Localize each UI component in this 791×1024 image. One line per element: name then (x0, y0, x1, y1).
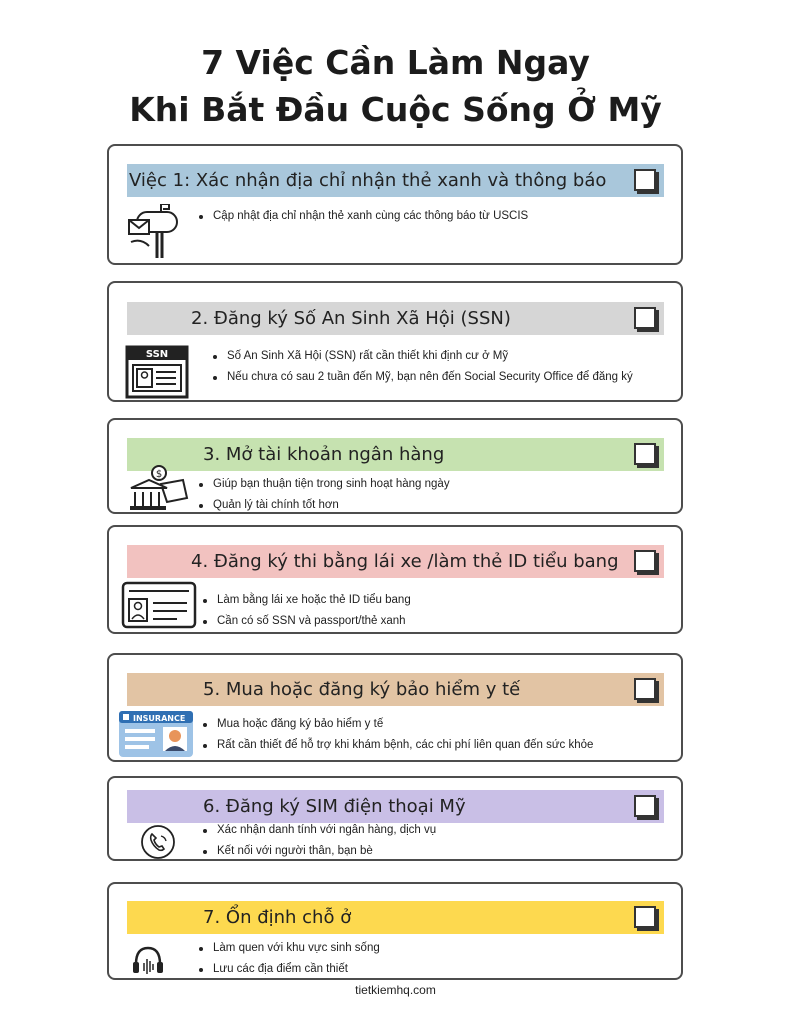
step-heading-7: 7. Ổn định chỗ ở (203, 907, 352, 928)
step-heading-4: 4. Đăng ký thi bằng lái xe /làm thẻ ID tiểu bang (191, 551, 619, 572)
footer-website[interactable]: tietkiemhq.com (355, 983, 436, 997)
step-heading-3: 3. Mở tài khoản ngân hàng (203, 444, 445, 465)
bullet-list-2 (211, 346, 633, 388)
list-item: Làm quen với khu vực sinh sống (197, 938, 380, 959)
list-item: Cập nhật địa chỉ nhận thẻ xanh cùng các thông báo từ USCIS (197, 206, 528, 227)
step-heading-band-5 (127, 673, 664, 706)
checkbox-2[interactable] (634, 307, 656, 329)
step-heading-band-2 (127, 302, 664, 335)
list-item: Mua hoặc đăng ký bảo hiểm y tế (201, 714, 593, 735)
step-card-3 (107, 418, 683, 514)
step-heading-band-3 (127, 438, 664, 471)
bank-icon (127, 464, 189, 512)
checkbox-1[interactable] (634, 169, 656, 191)
step-heading-band-4 (127, 545, 664, 578)
list-item: Làm bằng lái xe hoặc thẻ ID tiểu bang (201, 590, 411, 611)
bullet-list-4 (201, 590, 411, 632)
step-card-1 (107, 144, 683, 265)
list-item: Giúp bạn thuận tiện trong sinh hoạt hàng ngày (197, 474, 450, 495)
svg-text:$: $ (155, 469, 163, 480)
step-card-5 (107, 653, 683, 762)
step-card-2 (107, 281, 683, 402)
checkbox-6[interactable] (634, 795, 656, 817)
insurance-card-label: INSURANCE (133, 714, 186, 723)
list-item: Kết nối với người thân, bạn bè (201, 841, 436, 862)
bullet-list-6 (201, 820, 436, 862)
bullet-list-1 (197, 206, 528, 227)
list-item: Số An Sinh Xã Hội (SSN) rất cần thiết khi định cư ở Mỹ (211, 346, 633, 367)
checkbox-4[interactable] (634, 550, 656, 572)
list-item: Cần có số SSN và passport/thẻ xanh (201, 611, 411, 632)
insurance-card-icon (119, 711, 193, 757)
list-item: Xác nhận danh tính với ngân hàng, dịch vụ (201, 820, 436, 841)
headphones-icon (131, 944, 165, 976)
step-heading-band-6 (127, 790, 664, 823)
list-item: Quản lý tài chính tốt hơn (197, 495, 450, 516)
step-heading-band-7 (127, 901, 664, 934)
mailbox-icon (127, 204, 185, 260)
step-heading-band-1 (127, 164, 664, 197)
checkbox-3[interactable] (634, 443, 656, 465)
list-item: Lưu các địa điểm cần thiết (197, 959, 380, 980)
step-heading-1: Việc 1: Xác nhận địa chỉ nhận thẻ xanh và thông báo (129, 170, 607, 191)
bullet-list-5 (201, 714, 593, 756)
checkbox-5[interactable] (634, 678, 656, 700)
step-heading-2: 2. Đăng ký Số An Sinh Xã Hội (SSN) (191, 308, 511, 329)
id-card-icon (121, 581, 197, 629)
step-card-6 (107, 776, 683, 861)
list-item: Nếu chưa có sau 2 tuần đến Mỹ, bạn nên đến Social Security Office để đăng ký (211, 367, 633, 388)
ssn-card-icon (125, 345, 189, 399)
list-item: Rất cần thiết để hỗ trợ khi khám bệnh, các chi phí liên quan đến sức khỏe (201, 735, 593, 756)
phone-icon (139, 824, 177, 860)
page-title-line1: 7 Việc Cần Làm Ngay (201, 43, 590, 82)
bullet-list-7 (197, 938, 380, 980)
step-heading-5: 5. Mua hoặc đăng ký bảo hiểm y tế (203, 679, 521, 700)
bullet-list-3 (197, 474, 450, 516)
step-heading-6: 6. Đăng ký SIM điện thoại Mỹ (203, 796, 466, 817)
page-title-line2: Khi Bắt Đầu Cuộc Sống Ở Mỹ (129, 90, 662, 129)
step-card-4 (107, 525, 683, 634)
checkbox-7[interactable] (634, 906, 656, 928)
step-card-7 (107, 882, 683, 980)
ssn-card-label: SSN (145, 349, 169, 360)
